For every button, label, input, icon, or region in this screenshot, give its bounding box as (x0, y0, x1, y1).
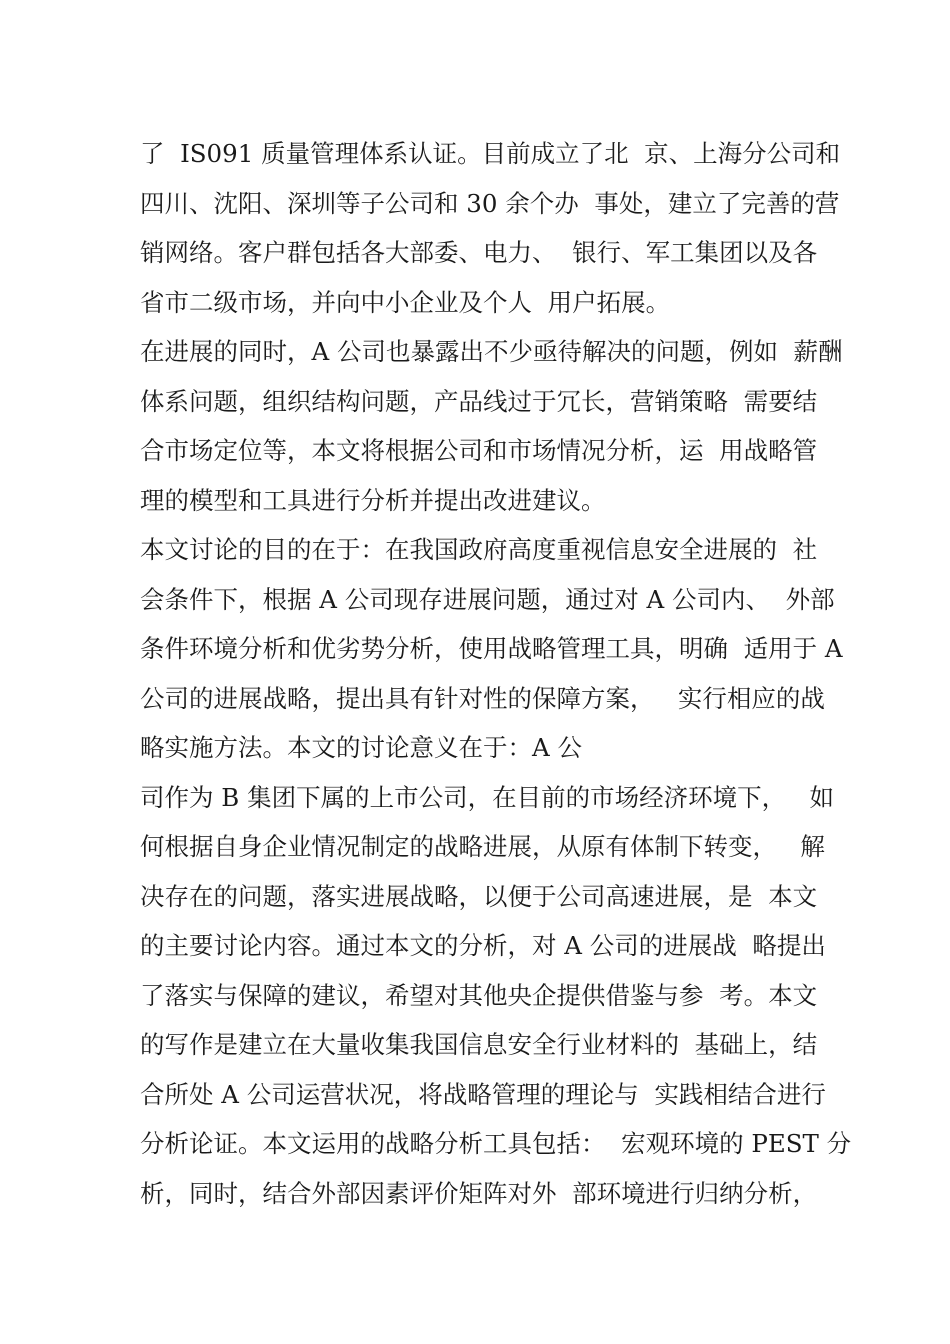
text-line: 公司的进展战略，提出具有针对性的保障方案， 实行相应的战 (140, 683, 825, 713)
text-line: 销网络。客户群包括各大部委、电力、 银行、军工集团以及各 (140, 238, 818, 267)
text-line: 分析论证。本文运用的战略分析工具包括： 宏观环境的 PEST 分 (140, 1129, 852, 1158)
text-line: 析，同时，结合外部因素评价矩阵对外 部环境进行归纳分析， (140, 1178, 818, 1208)
text-line: 条件环境分析和优劣势分析，使用战略管理工具，明确 适用于 A (140, 634, 843, 663)
text-line: 本文讨论的目的在于：在我国政府高度重视信息安全进展的 社 (140, 535, 818, 564)
text-line: 的写作是建立在大量收集我国信息安全行业材料的 基础上，结 (140, 1030, 818, 1059)
text-line: 司作为 B 集团下属的上市公司，在目前的市场经济环境下， 如 (140, 782, 834, 812)
body-text (140, 135, 852, 1224)
text-line: 略实施方法。本文的讨论意义在于：A 公 (140, 733, 582, 762)
text-line: 在进展的同时，A 公司也暴露出不少亟待解决的问题，例如 薪酬 (140, 337, 843, 366)
text-line: 四川、沈阳、深圳等子公司和 30 余个办 事处，建立了完善的营 (140, 188, 840, 218)
text-line: 决存在的问题，落实进展战略，以便于公司高速进展，是 本文 (140, 881, 818, 911)
text-line: 的主要讨论内容。通过本文的分析，对 A 公司的进展战 略提出 (140, 931, 826, 960)
text-line: 了落实与保障的建议，希望对其他央企提供借鉴与参 考。本文 (140, 980, 818, 1010)
text-line: 体系问题，组织结构问题，产品线过于冗长，营销策略 需要结 (140, 386, 818, 416)
text-line: 何根据自身企业情况制定的战略进展，从原有体制下转变， 解 (140, 832, 825, 861)
text-line: 省市二级市场，并向中小企业及个人 用户拓展。 (140, 287, 671, 317)
text-line: 合所处 A 公司运营状况，将战略管理的理论与 实践相结合进行 (140, 1079, 826, 1109)
text-line: 理的模型和工具进行分析并提出改进建议。 (140, 485, 606, 515)
text-line: 了 IS091 质量管理体系认证。目前成立了北 京、上海分公司和 (140, 139, 841, 168)
text-line: 会条件下，根据 A 公司现存进展问题，通过对 A 公司内、 外部 (140, 584, 835, 614)
text-line: 合市场定位等，本文将根据公司和市场情况分析，运 用战略管 (140, 436, 818, 465)
